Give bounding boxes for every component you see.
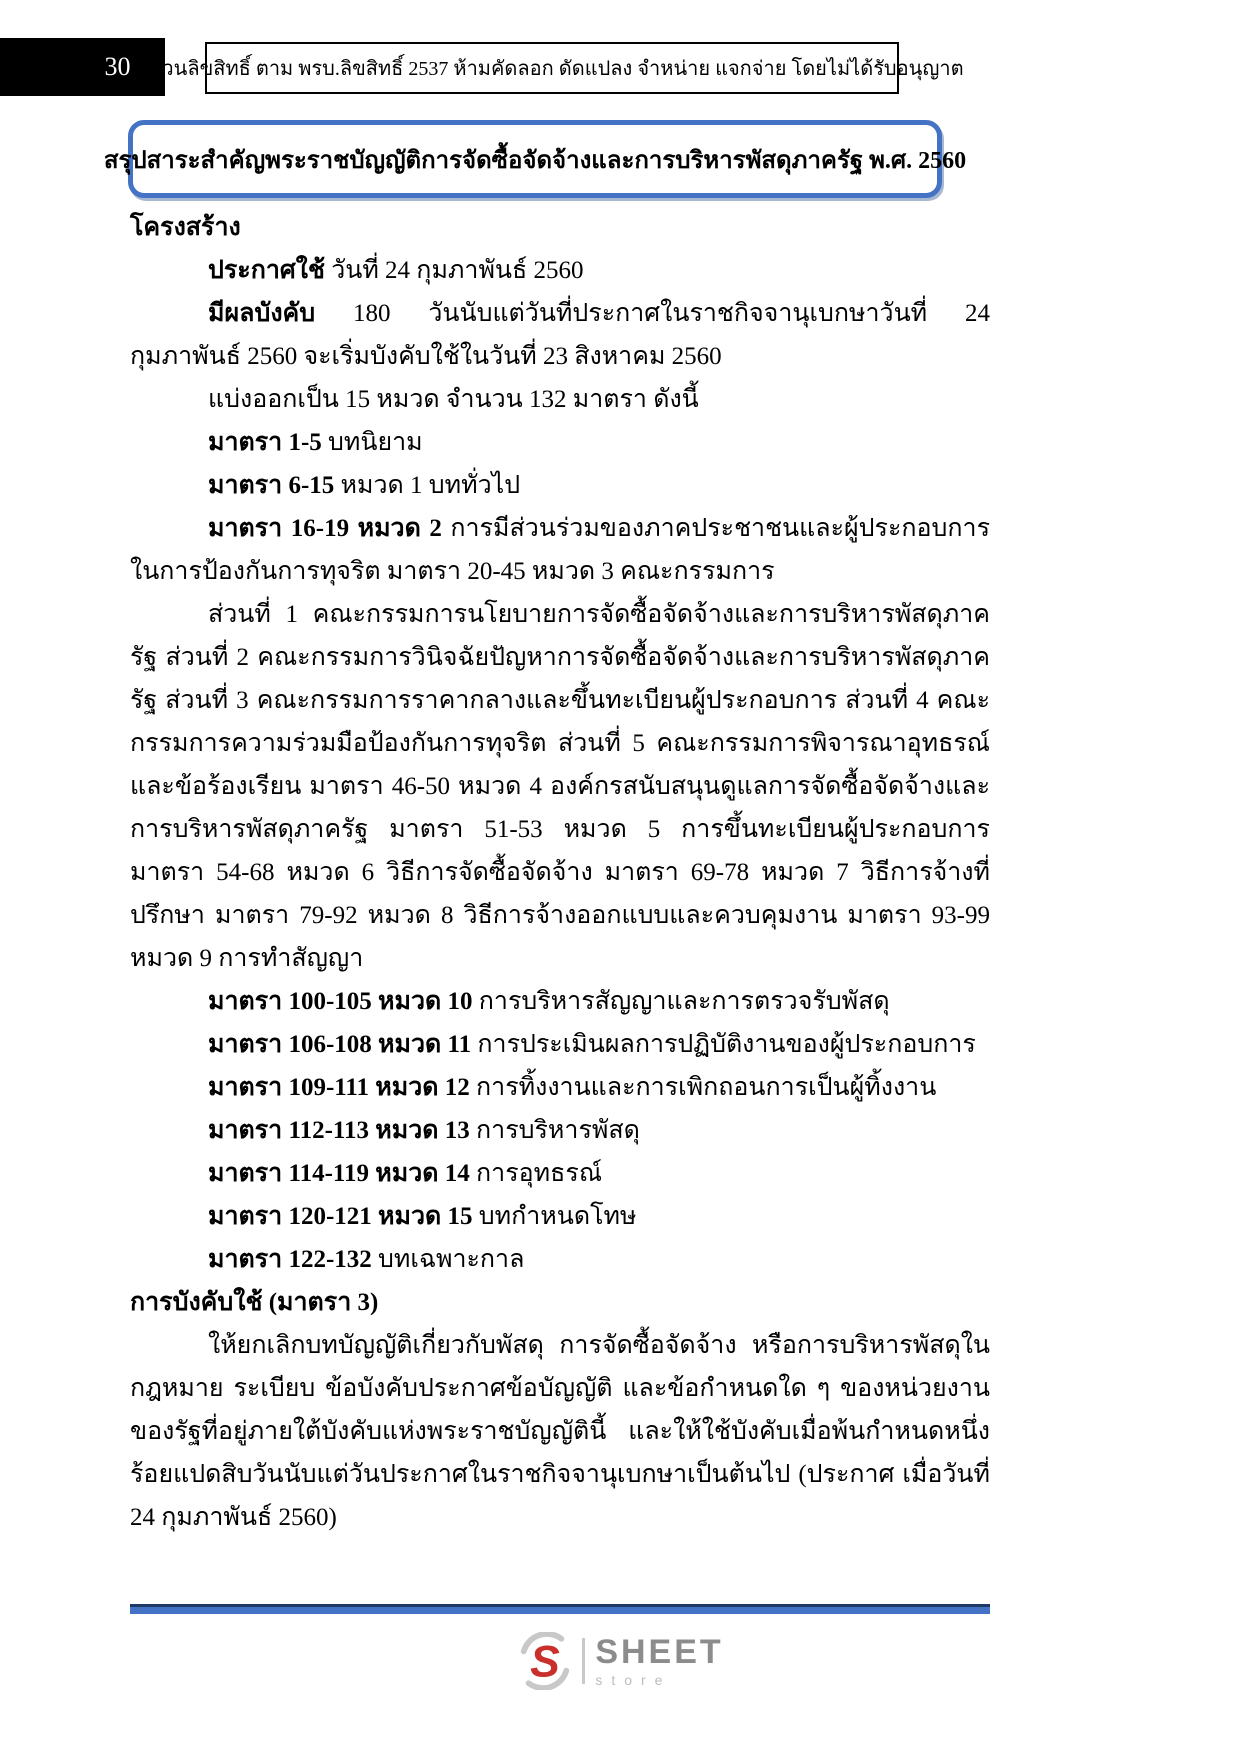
structure-section-heading: โครงสร้าง	[130, 214, 241, 241]
paragraph	[130, 1023, 990, 1066]
paragraph-text: หมวด 1 บททั่วไป	[334, 472, 521, 499]
paragraph	[130, 1152, 990, 1195]
logo-divider	[582, 1638, 585, 1684]
logo-texts	[595, 1635, 723, 1687]
paragraph-lead: มีผลบังคับ	[208, 300, 316, 327]
paragraph-lead: ประกาศใช้	[208, 257, 325, 284]
copyright-box	[140, 42, 964, 94]
sheet-store-logo	[0, 1632, 1240, 1690]
enforcement-paragraph: ให้ยกเลิกบทบัญญัติเกี่ยวกับพัสดุ การจัดซื้อจัดจ้าง หรือการบริหารพัสดุในกฎหมาย ระเบียบ ข้อบังคับประกาศข้อบัญญัติ และข้อกำหนดใด ๆ ของหน่วยงานของรัฐที่อยู่ภายใต้บังคับแห่งพระราชบัญญัตินี้ และให้ใช้บังคับเมื่อพ้นกำหนดหนึ่งร้อยแปดสิบวันนับแต่วันประกาศในราชกิจจานุเบกษาเป็นต้นไป (ประกาศ เมื่อวันที่ 24 กุมภาพันธ์ 2560)	[130, 1332, 990, 1531]
paragraph	[130, 593, 990, 980]
paragraph-lead: มาตรา 106-108 หมวด 11	[208, 1031, 472, 1058]
paragraph-lead: มาตรา 120-121 หมวด 15	[208, 1203, 473, 1230]
logo-name: SHEET	[595, 1633, 724, 1671]
paragraph	[130, 464, 990, 507]
paragraph-text: การทิ้งงานและการเพิกถอนการเป็นผู้ทิ้งงาน	[469, 1074, 937, 1101]
paragraph-text: แบ่งออกเป็น 15 หมวด จำนวน 132 มาตรา ดังนี้	[208, 386, 699, 413]
sheet-store-logo-icon	[516, 1632, 574, 1690]
paragraph-lead: มาตรา 1-5	[208, 429, 322, 456]
paragraph	[130, 507, 990, 593]
copyright-notice: สงวนลิขสิทธิ์ ตาม พรบ.ลิขสิทธิ์ 2537 ห้ามคัดลอก ดัดแปลง จำหน่าย แจกจ่าย โดยไม่ได้รับอนุญาต	[140, 58, 964, 80]
paragraph	[130, 1109, 990, 1152]
paragraph	[130, 1066, 990, 1109]
paragraph-text: การมีส่วนร่วมของภาคประชาชนและผู้ประกอบการในการป้องกันการทุจริต มาตรา 20-45 หมวด 3 คณะกรรมการ	[130, 515, 990, 585]
paragraph-text: 180 วันนับแต่วันที่ประกาศในราชกิจจานุเบกษาวันที่ 24 กุมภาพันธ์ 2560 จะเริ่มบังคับใช้ในวันที่ 23 สิงหาคม 2560	[130, 300, 990, 370]
paragraph	[130, 1195, 990, 1238]
paragraph-lead: มาตรา 16-19 หมวด 2	[208, 515, 442, 542]
paragraph	[130, 980, 990, 1023]
paragraph	[130, 249, 990, 292]
paragraph	[130, 292, 990, 378]
paragraph-lead: มาตรา 112-113 หมวด 13	[208, 1117, 470, 1144]
paragraph-text: ส่วนที่ 1 คณะกรรมการนโยบายการจัดซื้อจัดจ้างและการบริหารพัสดุภาครัฐ ส่วนที่ 2 คณะกรรมการวินิจฉัยปัญหาการจัดซื้อจัดจ้างและการบริหารพัสดุภาครัฐ ส่วนที่ 3 คณะกรรมการราคากลางและขึ้นทะเบียนผู้ประกอบการ ส่วนที่ 4 คณะกรรมการความร่วมมือป้องกันการทุจริต ส่วนที่ 5 คณะกรรมการพิจารณาอุทธรณ์และข้อร้องเรียน มาตรา 46-50 หมวด 4 องค์กรสนับสนุนดูแลการจัดซื้อจัดจ้างและการบริหารพัสดุภาครัฐ มาตรา 51-53 หมวด 5 การขึ้นทะเบียนผู้ประกอบการ มาตรา 54-68 หมวด 6 วิธีการจัดซื้อจัดจ้าง มาตรา 69-78 หมวด 7 วิธีการจ้างที่ปรึกษา มาตรา 79-92 หมวด 8 วิธีการจ้างออกแบบและควบคุมงาน มาตรา 93-99 หมวด 9 การทำสัญญา	[130, 601, 990, 972]
paragraph	[130, 421, 990, 464]
paragraph-text: บทกำหนดโทษ	[472, 1203, 637, 1230]
svg-text:S: S	[530, 1637, 561, 1687]
paragraph-lead: มาตรา 122-132	[208, 1246, 372, 1273]
paragraph-lead: มาตรา 6-15	[208, 472, 335, 499]
page-number: 30	[104, 52, 131, 81]
paragraph	[130, 1238, 990, 1281]
paragraph	[130, 378, 990, 421]
title-box	[103, 120, 967, 198]
enforcement-section-heading: การบังคับใช้ (มาตรา 3)	[130, 1289, 379, 1316]
paragraph-lead: มาตรา 109-111 หมวด 12	[208, 1074, 470, 1101]
paragraph-text: การประเมินผลการปฏิบัติงานของผู้ประกอบการ	[471, 1031, 976, 1058]
logo-subtext: store	[595, 1672, 672, 1688]
paragraph-lead: มาตรา 114-119 หมวด 14	[208, 1160, 470, 1187]
paragraph-text: บทเฉพาะกาล	[371, 1246, 525, 1273]
document-body	[130, 206, 990, 1539]
paragraph-lead: มาตรา 100-105 หมวด 10	[208, 988, 473, 1015]
page-title: สรุปสาระสำคัญพระราชบัญญัติการจัดซื้อจัดจ้างและการบริหารพัสดุภาครัฐ พ.ศ. 2560	[103, 147, 967, 174]
paragraph-text: วันที่ 24 กุมภาพันธ์ 2560	[324, 257, 584, 284]
paragraph-text: การอุทธรณ์	[469, 1160, 603, 1187]
paragraph-text: การบริหารสัญญาและการตรวจรับพัสดุ	[472, 988, 890, 1015]
paragraph-text: การบริหารพัสดุ	[469, 1117, 640, 1144]
paragraph-text: บทนิยาม	[321, 429, 423, 456]
footer-divider-bar	[130, 1604, 990, 1614]
